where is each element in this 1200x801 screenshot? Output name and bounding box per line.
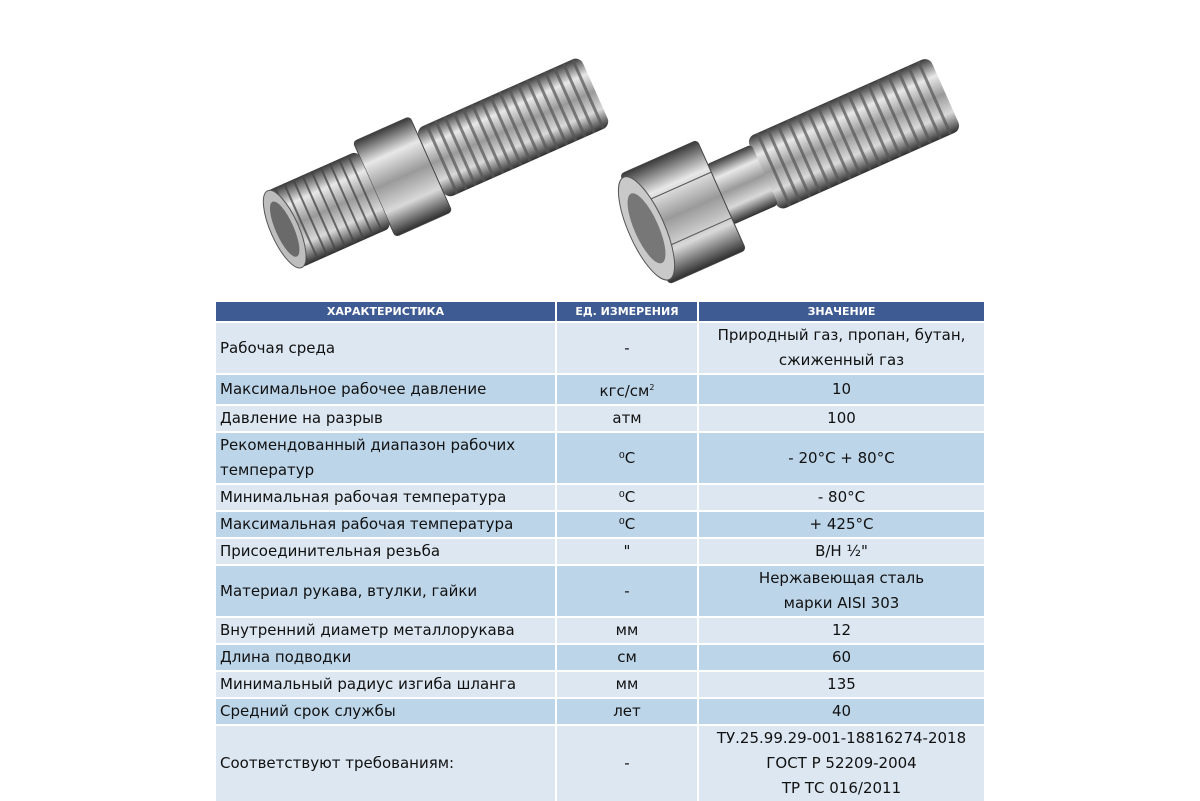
row-unit: " — [556, 538, 698, 565]
table-row — [216, 511, 984, 538]
row-name: Максимальное рабочее давление — [216, 374, 556, 405]
table-row — [216, 698, 984, 725]
male-fitting-icon — [251, 43, 617, 282]
row-name: Материал рукава, втулки, гайки — [216, 565, 556, 617]
row-unit: атм — [556, 405, 698, 432]
row-unit: ⁰С — [556, 432, 698, 484]
row-value: Нержавеющая сталь марки AISI 303 — [698, 565, 984, 617]
row-unit: ⁰С — [556, 484, 698, 511]
row-unit: ⁰С — [556, 511, 698, 538]
row-name: Максимальная рабочая температура — [216, 511, 556, 538]
row-value: + 425°С — [698, 511, 984, 538]
row-value: 10 — [698, 374, 984, 405]
table-row — [216, 432, 984, 484]
table-row — [216, 484, 984, 511]
header-value: ЗНАЧЕНИЕ — [698, 302, 984, 322]
row-unit: - — [556, 565, 698, 617]
row-name: Средний срок службы — [216, 698, 556, 725]
table-header-row — [216, 302, 984, 322]
row-unit: мм — [556, 617, 698, 644]
table-row — [216, 405, 984, 432]
row-value: Природный газ, пропан, бутан, сжиженный газ — [698, 322, 984, 374]
header-unit: ЕД. ИЗМЕРЕНИЯ — [556, 302, 698, 322]
row-unit: - — [556, 725, 698, 801]
row-name: Минимальная рабочая температура — [216, 484, 556, 511]
row-name: Минимальный радиус изгиба шланга — [216, 671, 556, 698]
table-row — [216, 538, 984, 565]
row-unit: см — [556, 644, 698, 671]
header-characteristic: ХАРАКТЕРИСТИКА — [216, 302, 556, 322]
product-photo — [0, 0, 1200, 298]
row-value: - 20°С + 80°С — [698, 432, 984, 484]
table-row — [216, 671, 984, 698]
row-value: ТУ.25.99.29-001-18816274-2018 ГОСТ Р 52209-2004 ТР ТС 016/2011 — [698, 725, 984, 801]
row-value: - 80°С — [698, 484, 984, 511]
table-row — [216, 617, 984, 644]
row-name: Присоединительная резьба — [216, 538, 556, 565]
table-row — [216, 644, 984, 671]
row-name: Внутренний диаметр металлорукава — [216, 617, 556, 644]
row-value: В/Н ½" — [698, 538, 984, 565]
row-name: Длина подводки — [216, 644, 556, 671]
row-unit-superscript: 2 — [649, 383, 655, 392]
row-unit-text: кгс/см — [599, 382, 650, 400]
row-value: 135 — [698, 671, 984, 698]
female-fitting-icon — [606, 40, 971, 290]
row-value: 12 — [698, 617, 984, 644]
row-name: Давление на разрыв — [216, 405, 556, 432]
row-unit — [556, 374, 698, 405]
row-unit: - — [556, 322, 698, 374]
spec-table — [216, 302, 984, 801]
table-row — [216, 565, 984, 617]
row-unit: мм — [556, 671, 698, 698]
row-unit: лет — [556, 698, 698, 725]
row-value: 60 — [698, 644, 984, 671]
table-row — [216, 322, 984, 374]
row-name: Рабочая среда — [216, 322, 556, 374]
row-value: 40 — [698, 698, 984, 725]
table-row — [216, 725, 984, 801]
row-name: Рекомендованный диапазон рабочих температур — [216, 432, 556, 484]
row-name: Соответствуют требованиям: — [216, 725, 556, 801]
row-value: 100 — [698, 405, 984, 432]
table-row — [216, 374, 984, 405]
